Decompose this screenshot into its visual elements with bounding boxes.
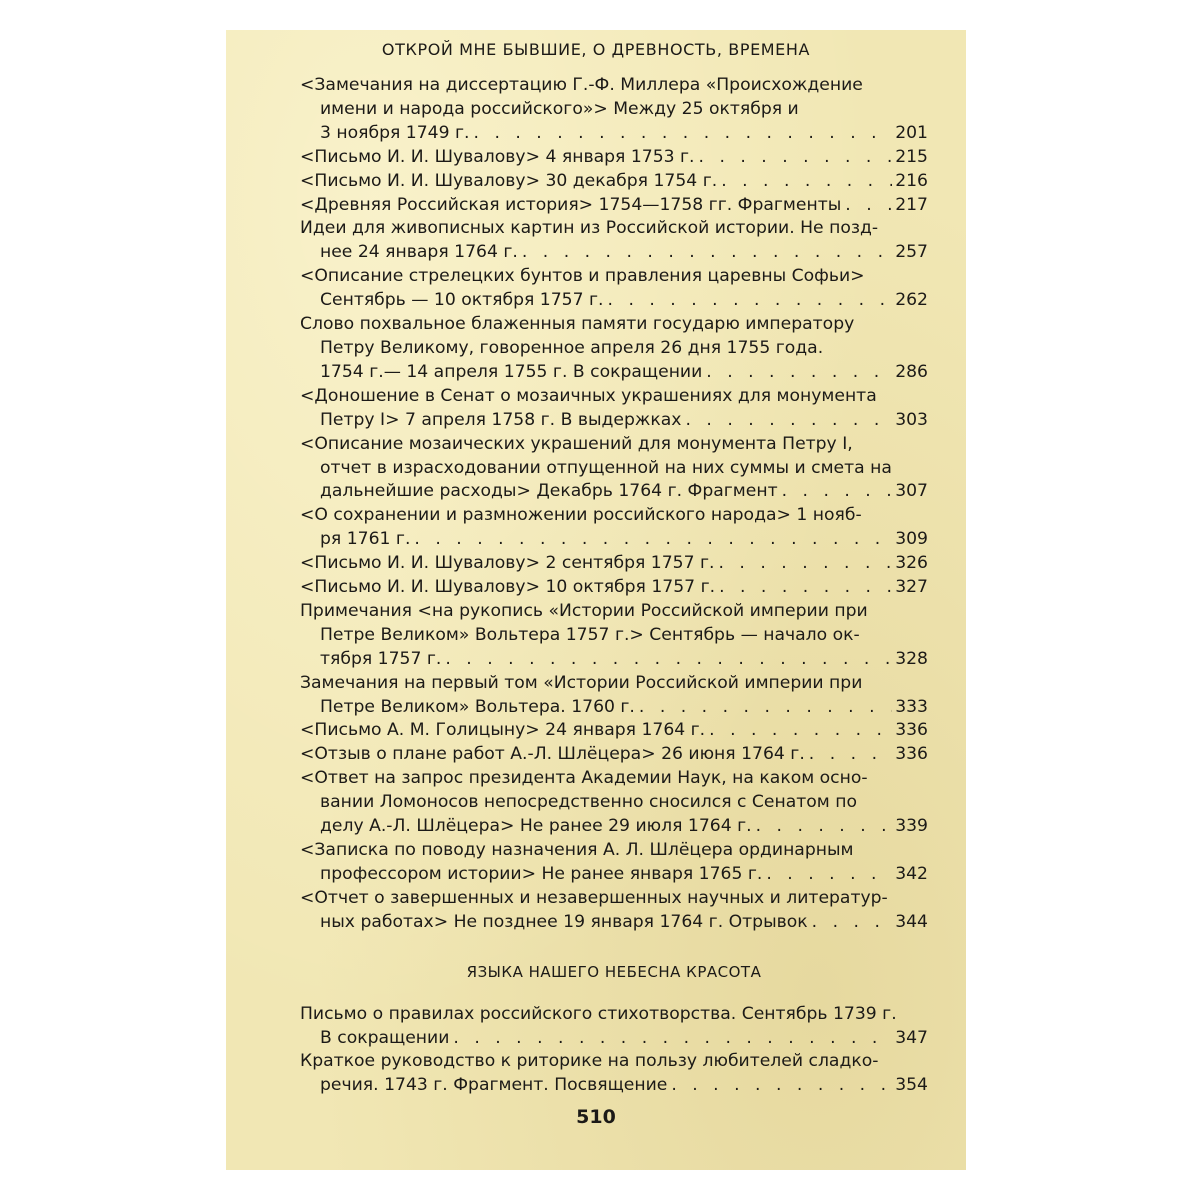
toc-entry xyxy=(300,433,928,505)
toc-page-number: 347 xyxy=(895,1027,928,1048)
toc-entry-text: имени и народа российского»> Между 25 октября и xyxy=(320,98,799,119)
toc-entry xyxy=(300,576,928,600)
toc-entry xyxy=(300,217,928,265)
toc-entry-text: <Письмо И. И. Шувалову> 2 сентября 1757 г. xyxy=(300,553,715,574)
leader-dots xyxy=(715,576,892,600)
toc-entry-text: <Письмо И. И. Шувалову> 10 октября 1757 г. xyxy=(300,577,716,598)
toc-page-number: 217 xyxy=(895,194,928,215)
toc-entry-text: <Записка по поводу назначения А. Л. Шлёцера ординарным xyxy=(300,840,854,860)
table-of-contents xyxy=(300,74,928,1098)
leader-dots xyxy=(778,480,892,504)
leader-dots xyxy=(449,1027,892,1051)
leader-dots xyxy=(717,170,892,194)
toc-entry-text: Петру Великому, говоренное апреля 26 дня 1755 года. xyxy=(320,337,824,358)
toc-entry-text: Краткое руководство к риторике на пользу любителей сладко- xyxy=(300,1051,879,1072)
leader-dots xyxy=(695,146,892,170)
toc-entry-text: Идеи для живописных картин из Российской истории. Не позд- xyxy=(300,218,879,239)
toc-entry-text: Примечания <на рукопись «Истории Российской империи при xyxy=(300,600,868,621)
toc-entry-text: речия. 1743 г. Фрагмент. Посвящение xyxy=(320,1075,668,1096)
toc-page-number: 336 xyxy=(895,720,928,741)
leader-dots xyxy=(470,122,892,146)
leader-dots xyxy=(702,361,892,385)
toc-page-number: 326 xyxy=(895,553,928,574)
leader-dots xyxy=(635,696,892,720)
toc-entry xyxy=(300,74,928,146)
leader-dots xyxy=(410,528,892,552)
toc-entry-text: В сокращении xyxy=(320,1027,450,1048)
toc-entry-text: 1754 г.— 14 апреля 1755 г. В сокращении xyxy=(320,361,703,382)
toc-entry-text: <Замечания на диссертацию Г.-Ф. Миллера «Происхождение xyxy=(300,75,863,95)
leader-dots xyxy=(705,719,892,743)
toc-entry-text: Письмо о правилах российского стихотворства. Сентябрь 1739 г. xyxy=(300,1003,897,1024)
leader-dots xyxy=(441,648,892,672)
toc-page-number: 216 xyxy=(895,170,928,191)
toc-entry-text: <Письмо И. И. Шувалову> 30 декабря 1754 г. xyxy=(300,170,718,191)
toc-page-number: 342 xyxy=(895,863,928,884)
toc-entry-text: <Древняя Российская история> 1754—1758 гг. Фрагменты xyxy=(300,194,842,215)
toc-entry xyxy=(300,1050,928,1098)
toc-entry-text: <Описание мозаических украшений для монумента Петру I, xyxy=(300,433,853,454)
toc-page-number: 257 xyxy=(895,242,928,263)
toc-entry-text: <Отзыв о плане работ А.-Л. Шлёцера> 26 июня 1764 г. xyxy=(300,744,805,765)
toc-page-number: 354 xyxy=(895,1075,928,1096)
toc-entry-text: тября 1757 г. xyxy=(320,648,442,669)
toc-entry xyxy=(300,839,928,887)
toc-entry-text: делу А.-Л. Шлёцера> Не ранее 29 июля 1764 г. xyxy=(320,816,752,837)
toc-page-number: 262 xyxy=(895,290,928,311)
toc-entry xyxy=(300,504,928,552)
leader-dots xyxy=(752,815,892,839)
toc-entry xyxy=(300,767,928,839)
toc-entry-text: дальнейшие расходы> Декабрь 1764 г. Фрагмент xyxy=(320,481,778,502)
toc-entry-text: Сентябрь — 10 октября 1757 г. xyxy=(320,290,604,311)
toc-entry-text: Слово похвальное блаженныя памяти государю императору xyxy=(300,314,855,335)
toc-entry-text: профессором истории> Не ранее января 1765 г. xyxy=(320,863,763,884)
toc-entry-text: <Письмо И. И. Шувалову> 4 января 1753 г. xyxy=(300,146,695,167)
running-header: ОТКРОЙ МНЕ БЫВШИЕ, О ДРЕВНОСТЬ, ВРЕМЕНА xyxy=(381,40,811,59)
toc-list xyxy=(300,74,928,935)
toc-entry-text: вании Ломоносов непосредственно сносился с Сенатом по xyxy=(320,792,857,813)
toc-entry-text: Петру I> 7 апреля 1758 г. В выдержках xyxy=(320,409,682,430)
leader-dots xyxy=(604,289,892,313)
leader-dots xyxy=(841,194,892,218)
toc-entry-text: <Ответ на запрос президента Академии Наук, на каком осно- xyxy=(300,768,868,789)
toc-page-number: 303 xyxy=(895,409,928,430)
toc-entry xyxy=(300,719,928,743)
toc-entry-text: <Отчет о завершенных и незавершенных научных и литератур- xyxy=(300,887,888,908)
book-page xyxy=(226,30,966,1170)
leader-dots xyxy=(681,409,892,433)
page-number: 510 xyxy=(576,1106,616,1128)
toc-entry-text: Петре Великом» Вольтера. 1760 г. xyxy=(320,696,635,717)
toc-entry-text: <Письмо А. М. Голицыну> 24 января 1764 г. xyxy=(300,720,706,741)
toc-entry xyxy=(300,552,928,576)
toc-entry-text: <Доношение в Сенат о мозаичных украшениях для монумента xyxy=(300,385,877,406)
toc-page-number: 327 xyxy=(895,577,928,598)
leader-dots xyxy=(808,911,892,935)
toc-page-number: 328 xyxy=(895,648,928,669)
toc-entry-text: отчет в израсходовании отпущенной на них суммы и смета на xyxy=(320,457,892,478)
leader-dots xyxy=(805,743,892,767)
section-title: ЯЗЫКА НАШЕГО НЕБЕСНА КРАСОТА xyxy=(466,962,762,981)
toc-entry-text: Петре Великом» Вольтера 1757 г.> Сентябрь — начало ок- xyxy=(320,624,860,645)
toc-entry xyxy=(300,600,928,672)
toc-entry xyxy=(300,313,928,385)
leader-dots xyxy=(667,1074,892,1098)
toc-entry-text: <О сохранении и размножении российского народа> 1 нояб- xyxy=(300,505,862,526)
toc-page-number: 333 xyxy=(895,696,928,717)
toc-entry xyxy=(300,887,928,935)
leader-dots xyxy=(762,863,892,887)
toc-page-number: 307 xyxy=(895,481,928,502)
toc-entry xyxy=(300,194,928,218)
toc-entry xyxy=(300,146,928,170)
toc-page-number: 201 xyxy=(895,122,928,143)
toc-page-number: 339 xyxy=(895,816,928,837)
toc-entry xyxy=(300,1003,928,1051)
toc-entry-text: Замечания на первый том «Истории Российской империи при xyxy=(300,672,863,693)
toc-entry xyxy=(300,265,928,313)
toc-entry-text: ных работах> Не позднее 19 января 1764 г. Отрывок xyxy=(320,911,808,932)
toc-entry xyxy=(300,743,928,767)
toc-page-number: 215 xyxy=(895,146,928,167)
toc-entry-text: <Описание стрелецких бунтов и правления царевны Софьи> xyxy=(300,266,865,287)
toc-entry xyxy=(300,672,928,720)
toc-page-number: 336 xyxy=(895,744,928,765)
leader-dots xyxy=(715,552,893,576)
toc-list-section-2 xyxy=(300,1003,928,1099)
toc-page-number: 286 xyxy=(895,361,928,382)
toc-entry-text: 3 ноября 1749 г. xyxy=(320,122,470,143)
toc-entry xyxy=(300,170,928,194)
toc-entry-text: нее 24 января 1764 г. xyxy=(320,242,518,263)
leader-dots xyxy=(518,241,892,265)
toc-page-number: 344 xyxy=(895,911,928,932)
toc-entry-text: ря 1761 г. xyxy=(320,529,411,550)
toc-entry xyxy=(300,385,928,433)
toc-page-number: 309 xyxy=(895,529,928,550)
